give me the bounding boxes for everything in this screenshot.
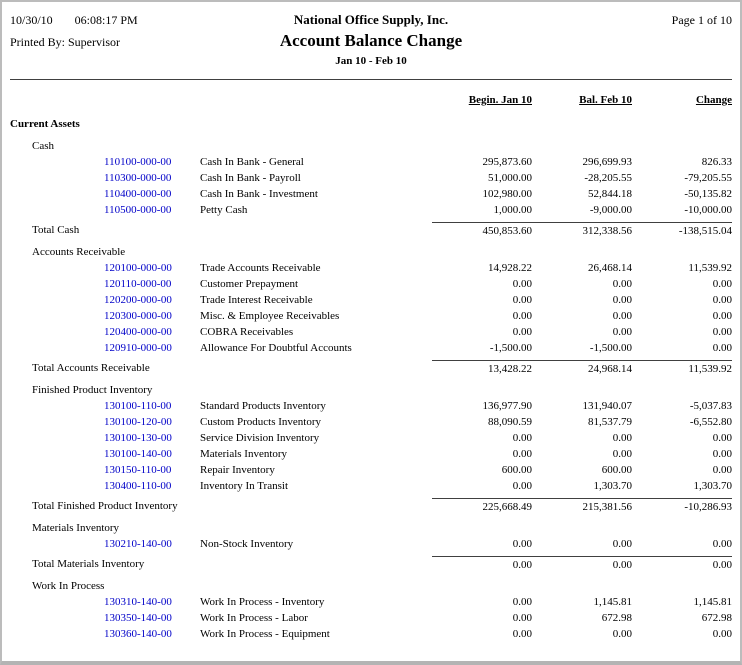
report-page [2, 2, 740, 642]
page-indicator: Page 1 of 10 [671, 13, 732, 27]
account-row [10, 308, 732, 324]
account-row [10, 430, 732, 446]
row-indent [10, 292, 104, 308]
account-row [10, 324, 732, 340]
amount-begin: 51,000.00 [488, 172, 532, 184]
account-number-link[interactable]: 130100-110-00 [104, 400, 172, 412]
account-description: Service Division Inventory [200, 432, 320, 444]
amount-change: 672.98 [701, 612, 732, 624]
account-description: Materials Inventory [200, 448, 288, 460]
section-total-row [10, 556, 732, 572]
amount-begin: 0.00 [512, 628, 532, 640]
account-number-link[interactable]: 120100-000-00 [104, 262, 172, 274]
account-description: Standard Products Inventory [200, 400, 326, 412]
row-indent [10, 414, 104, 430]
row-indent [10, 594, 104, 610]
column-header-spacer [10, 94, 432, 106]
header-left [10, 13, 294, 28]
account-row [10, 536, 732, 552]
amount-change: -5,037.83 [689, 400, 732, 412]
amount-cells [432, 186, 732, 202]
column-header-row [10, 94, 732, 106]
total-label: Total Cash [32, 224, 80, 236]
total-amount-cells [432, 222, 732, 238]
account-number-link[interactable]: 110400-000-00 [104, 188, 172, 200]
row-indent [10, 462, 104, 478]
amount-cells [432, 276, 732, 292]
account-description: Non-Stock Inventory [200, 538, 294, 550]
total-begin: 0.00 [512, 559, 532, 571]
account-number-link[interactable]: 130210-140-00 [104, 538, 172, 550]
account-row [10, 186, 732, 202]
amount-change: -50,135.82 [684, 188, 732, 200]
amount-bal: 0.00 [612, 278, 632, 290]
amount-cells [432, 610, 732, 626]
account-row [10, 154, 732, 170]
amount-begin: 0.00 [512, 326, 532, 338]
row-indent [10, 610, 104, 626]
amount-cells [432, 260, 732, 276]
account-description: Cash In Bank - Investment [200, 188, 318, 200]
amount-change: 0.00 [712, 628, 732, 640]
group-title-current-assets: Current Assets [10, 118, 80, 130]
amount-cells [432, 626, 732, 642]
account-row [10, 292, 732, 308]
account-number-link[interactable]: 130400-110-00 [104, 480, 172, 492]
print-date: 10/30/10 [10, 13, 53, 27]
section-title: Cash [32, 140, 54, 152]
amount-change: 0.00 [712, 432, 732, 444]
account-row [10, 398, 732, 414]
row-indent [10, 260, 104, 276]
total-change: 11,539.92 [688, 363, 732, 375]
amount-change: -10,000.00 [684, 204, 732, 216]
amount-cells [432, 202, 732, 218]
account-description: Custom Products Inventory [200, 416, 321, 428]
amount-cells [432, 414, 732, 430]
total-bal: 312,338.56 [582, 225, 632, 237]
row-indent [10, 446, 104, 462]
amount-begin: 0.00 [512, 612, 532, 624]
amount-begin: 14,928.22 [488, 262, 532, 274]
amount-bal: 26,468.14 [588, 262, 632, 274]
amount-change: -6,552.80 [689, 416, 732, 428]
amount-bal: 600.00 [601, 464, 632, 476]
account-row [10, 170, 732, 186]
report-period: Jan 10 - Feb 10 [335, 55, 407, 67]
amount-cells [432, 594, 732, 610]
amount-begin: 0.00 [512, 310, 532, 322]
total-label: Total Finished Product Inventory [32, 500, 178, 512]
column-header-begin: Begin. Jan 10 [468, 94, 532, 106]
amount-cells [432, 292, 732, 308]
account-row [10, 478, 732, 494]
account-number-link[interactable]: 110300-000-00 [104, 172, 172, 184]
amount-change: 0.00 [712, 310, 732, 322]
amount-cells [432, 536, 732, 552]
amount-begin: 0.00 [512, 596, 532, 608]
amount-cells [432, 446, 732, 462]
header-rule [10, 79, 732, 80]
amount-bal: 296,699.93 [582, 156, 632, 168]
account-description: Trade Accounts Receivable [200, 262, 321, 274]
account-section [10, 578, 732, 642]
account-description: Work In Process - Equipment [200, 628, 330, 640]
amount-begin: 1,000.00 [493, 204, 532, 216]
account-row [10, 446, 732, 462]
total-bal: 0.00 [612, 559, 632, 571]
total-bal: 24,968.14 [588, 363, 632, 375]
amount-cells [432, 154, 732, 170]
amount-bal: -9,000.00 [589, 204, 632, 216]
amount-begin: 88,090.59 [488, 416, 532, 428]
total-bal: 215,381.56 [582, 501, 632, 513]
row-indent [10, 478, 104, 494]
account-number-link[interactable]: 120910-000-00 [104, 342, 172, 354]
account-row [10, 626, 732, 642]
column-header-bal: Bal. Feb 10 [579, 94, 632, 106]
header-line-1 [10, 12, 732, 28]
account-number-link[interactable]: 120300-000-00 [104, 310, 172, 322]
amount-bal: 0.00 [612, 294, 632, 306]
account-description: Allowance For Doubtful Accounts [200, 342, 352, 354]
account-section [10, 138, 732, 238]
account-row [10, 610, 732, 626]
section-title: Accounts Receivable [32, 246, 126, 258]
account-section [10, 382, 732, 514]
amount-change: 1,303.70 [693, 480, 732, 492]
section-title: Work In Process [32, 580, 105, 592]
total-begin: 450,853.60 [482, 225, 532, 237]
amount-change: 11,539.92 [688, 262, 732, 274]
amount-begin: -1,500.00 [489, 342, 532, 354]
report-title: Account Balance Change [279, 31, 463, 50]
amount-cells [432, 462, 732, 478]
amount-bal: 0.00 [612, 326, 632, 338]
account-description: Misc. & Employee Receivables [200, 310, 340, 322]
account-number-link[interactable]: 120200-000-00 [104, 294, 172, 306]
account-number-link[interactable]: 130350-140-00 [104, 612, 172, 624]
account-row [10, 340, 732, 356]
account-number-link[interactable]: 110500-000-00 [104, 204, 172, 216]
account-row [10, 202, 732, 218]
row-indent [10, 308, 104, 324]
amount-cells [432, 324, 732, 340]
section-title: Finished Product Inventory [32, 384, 153, 396]
total-begin: 225,668.49 [482, 501, 532, 513]
row-indent [10, 324, 104, 340]
amount-begin: 0.00 [512, 278, 532, 290]
account-description: Cash In Bank - General [200, 156, 304, 168]
amount-bal: 0.00 [612, 310, 632, 322]
account-row [10, 462, 732, 478]
row-indent [10, 398, 104, 414]
account-number-link[interactable]: 120110-000-00 [104, 278, 172, 290]
total-amount-cells [432, 498, 732, 514]
account-number-link[interactable]: 130100-130-00 [104, 432, 172, 444]
row-indent [10, 276, 104, 292]
amount-bal: 1,303.70 [593, 480, 632, 492]
account-number-link[interactable]: 110100-000-00 [104, 156, 172, 168]
total-label: Total Accounts Receivable [32, 362, 150, 374]
amount-change: 0.00 [712, 448, 732, 460]
amount-begin: 0.00 [512, 480, 532, 492]
amount-bal: 0.00 [612, 432, 632, 444]
amount-bal: 672.98 [601, 612, 632, 624]
amount-bal: 131,940.07 [582, 400, 632, 412]
account-number-link[interactable]: 120400-000-00 [104, 326, 172, 338]
amount-cells [432, 478, 732, 494]
amount-change: 0.00 [712, 464, 732, 476]
amount-change: 0.00 [712, 342, 732, 354]
amount-begin: 0.00 [512, 432, 532, 444]
amount-begin: 136,977.90 [482, 400, 532, 412]
account-number-link[interactable]: 130100-140-00 [104, 448, 172, 460]
account-number-link[interactable]: 130150-110-00 [104, 464, 172, 476]
amount-bal: 1,145.81 [593, 596, 632, 608]
account-description: Work In Process - Inventory [200, 596, 325, 608]
amount-bal: 0.00 [612, 448, 632, 460]
row-indent [10, 202, 104, 218]
amount-change: 0.00 [712, 278, 732, 290]
account-number-link[interactable]: 130310-140-00 [104, 596, 172, 608]
printed-by-label: Printed By: Supervisor [10, 35, 120, 49]
amount-bal: 0.00 [612, 538, 632, 550]
total-amount-cells [432, 556, 732, 572]
amount-bal: -1,500.00 [589, 342, 632, 354]
amount-change: 0.00 [712, 326, 732, 338]
account-row [10, 594, 732, 610]
account-description: Petty Cash [200, 204, 248, 216]
account-row [10, 414, 732, 430]
amount-change: 0.00 [712, 538, 732, 550]
row-indent [10, 154, 104, 170]
report-body [10, 138, 732, 642]
amount-cells [432, 398, 732, 414]
row-indent [10, 170, 104, 186]
account-description: COBRA Receivables [200, 326, 294, 338]
account-description: Repair Inventory [200, 464, 275, 476]
amount-cells [432, 430, 732, 446]
section-total-row [10, 222, 732, 238]
amount-change: -79,205.55 [684, 172, 732, 184]
total-amount-cells [432, 360, 732, 376]
amount-begin: 0.00 [512, 448, 532, 460]
amount-bal: -28,205.55 [584, 172, 632, 184]
amount-bal: 0.00 [612, 628, 632, 640]
amount-change: 1,145.81 [693, 596, 732, 608]
amount-cells [432, 340, 732, 356]
row-indent [10, 626, 104, 642]
section-total-row [10, 498, 732, 514]
amount-bal: 52,844.18 [588, 188, 632, 200]
company-name: National Office Supply, Inc. [293, 12, 449, 27]
amount-cells [432, 170, 732, 186]
amount-begin: 0.00 [512, 538, 532, 550]
amount-begin: 600.00 [501, 464, 532, 476]
row-indent [10, 340, 104, 356]
row-indent [10, 430, 104, 446]
account-description: Customer Prepayment [200, 278, 299, 290]
print-time: 06:08:17 PM [74, 13, 138, 27]
account-row [10, 276, 732, 292]
header-line-2 [10, 31, 732, 51]
total-change: -138,515.04 [678, 225, 732, 237]
account-description: Trade Interest Receivable [200, 294, 313, 306]
column-headers [432, 94, 732, 106]
amount-cells [432, 308, 732, 324]
row-indent [10, 186, 104, 202]
account-number-link[interactable]: 130100-120-00 [104, 416, 172, 428]
row-indent [10, 536, 104, 552]
account-row [10, 260, 732, 276]
account-description: Work In Process - Labor [200, 612, 308, 624]
column-header-change: Change [695, 94, 732, 106]
amount-change: 0.00 [712, 294, 732, 306]
total-change: -10,286.93 [684, 501, 732, 513]
amount-begin: 0.00 [512, 294, 532, 306]
account-description: Cash In Bank - Payroll [200, 172, 301, 184]
amount-begin: 102,980.00 [482, 188, 532, 200]
account-description: Inventory In Transit [200, 480, 288, 492]
account-section [10, 244, 732, 376]
total-label: Total Materials Inventory [32, 558, 145, 570]
account-section [10, 520, 732, 572]
section-title: Materials Inventory [32, 522, 120, 534]
account-number-link[interactable]: 130360-140-00 [104, 628, 172, 640]
section-total-row [10, 360, 732, 376]
total-change: 0.00 [712, 559, 732, 571]
amount-change: 826.33 [701, 156, 732, 168]
amount-bal: 81,537.79 [588, 416, 632, 428]
amount-begin: 295,873.60 [482, 156, 532, 168]
total-begin: 13,428.22 [488, 363, 532, 375]
